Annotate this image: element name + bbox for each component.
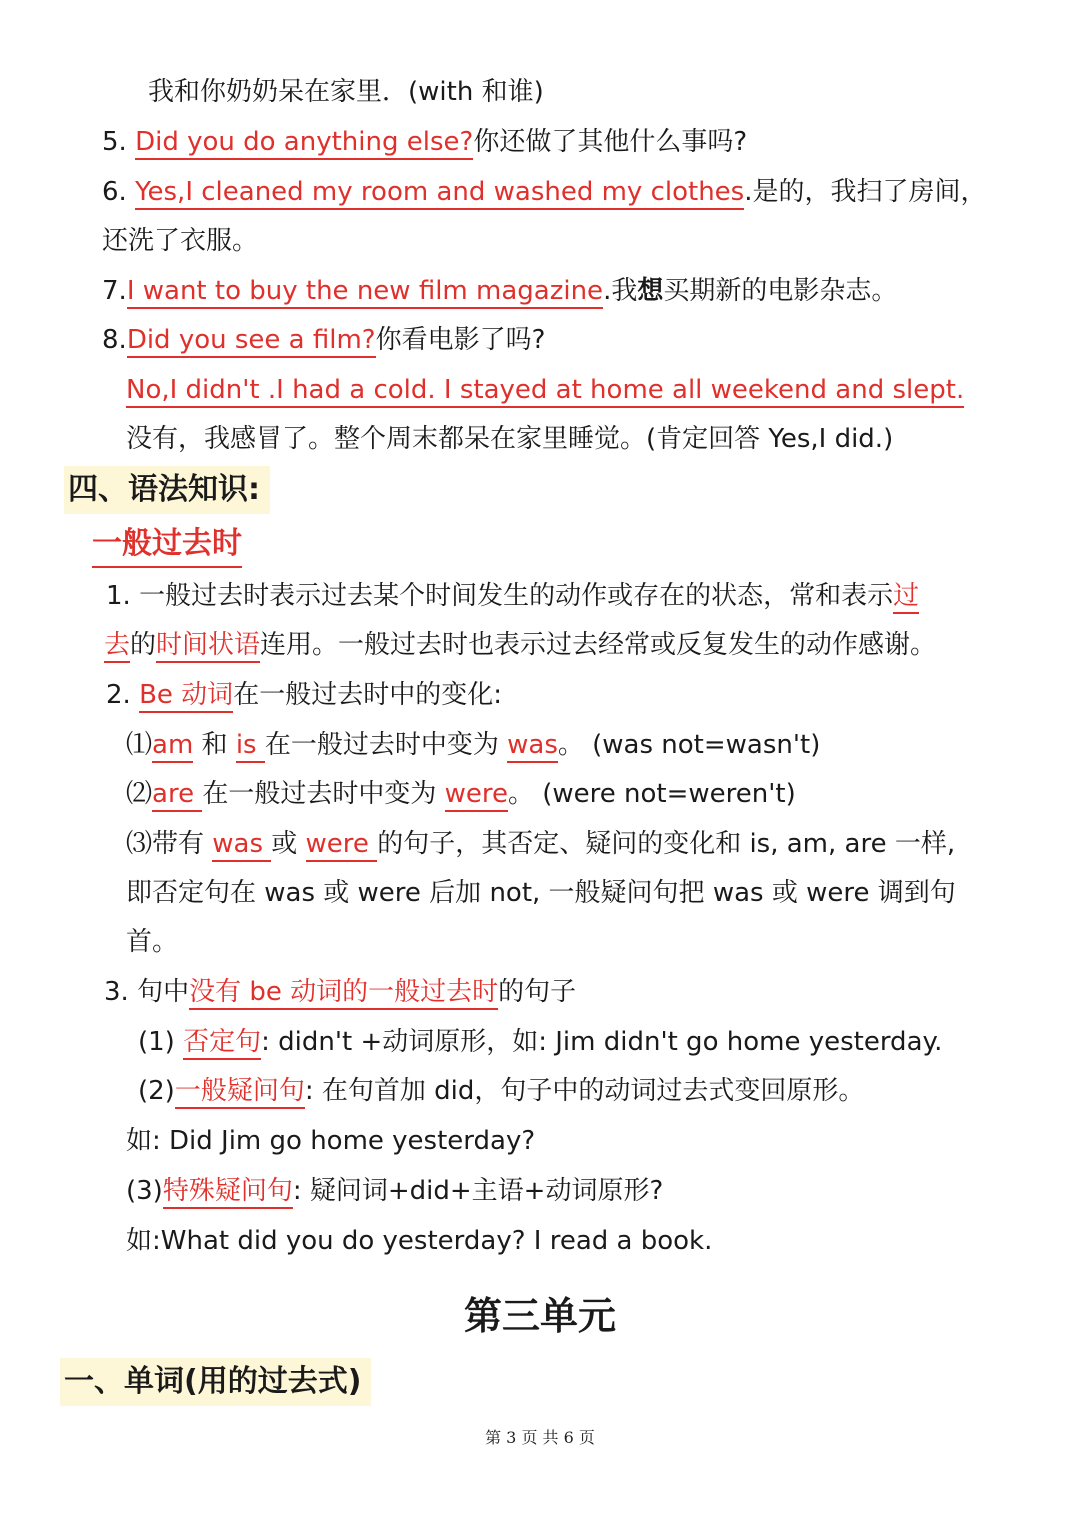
english-sentence: Yes,I cleaned my room and washed my clothes xyxy=(135,177,744,210)
item-6: 6. Yes,I cleaned my room and washed my clothes.是的，我扫了房间， xyxy=(102,172,987,212)
item-8: 8.Did you see a film?你看电影了吗? xyxy=(102,320,545,360)
rule-3-item-3-example: 如:What did you do yesterday? I read a book. xyxy=(126,1226,713,1256)
rule-3-item-2: (2)一般疑问句: 在句首加 did，句子中的动词过去式变回原形。 xyxy=(138,1071,864,1111)
chinese-translation: 你还做了其他什么事吗? xyxy=(473,127,748,157)
section-heading-grammar: 四、语法知识: xyxy=(64,466,270,514)
rule-3-item-2-example: 如: Did Jim go home yesterday? xyxy=(126,1126,536,1156)
rule-1: 1. 一般过去时表示过去某个时间发生的动作或存在的状态，常和表示过 xyxy=(106,576,919,616)
chinese-translation: .是的，我扫了房间， xyxy=(744,177,987,207)
item-7: 7.I want to buy the new film magazine.我想买期新的电影杂志。 xyxy=(102,271,897,311)
rule-3-item-1: (1) 否定句: didn't +动词原形，如: Jim didn't go home yesterday. xyxy=(138,1022,942,1062)
chinese-translation: 你看电影了吗? xyxy=(375,325,546,355)
rule-2-item-1: ⑴am 和 is 在一般过去时中变为 was。 (was not=wasn't) xyxy=(126,725,820,765)
item-8-translation: 没有，我感冒了。整个周末都呆在家里睡觉。(肯定回答 Yes,I did.) xyxy=(126,424,894,454)
rule-2-item-3: ⑶带有 was 或 were 的句子，其否定、疑问的变化和 is, am, are 一样, xyxy=(126,824,955,864)
rule-2-item-3-end: 首。 xyxy=(126,927,179,957)
section-heading-words: 一、单词(用的过去式) xyxy=(60,1358,371,1406)
rule-3-item-3: (3)特殊疑问句: 疑问词+did+主语+动词原形? xyxy=(126,1171,663,1211)
item-5: 5. Did you do anything else?你还做了其他什么事吗? xyxy=(102,122,747,162)
item-8-answer: No,I didn't .I had a cold. I stayed at home all weekend and slept. xyxy=(126,370,964,410)
english-sentence: I want to buy the new film magazine xyxy=(127,276,603,309)
rule-2-item-2: ⑵are 在一般过去时中变为 were。 (were not=weren't) xyxy=(126,774,796,814)
rule-1-continued: 去的时间状语连用。一般过去时也表示过去经常或反复发生的动作感谢。 xyxy=(104,625,936,665)
rule-3: 3. 句中没有 be 动词的一般过去时的句子 xyxy=(104,972,576,1012)
rule-2-item-3-continued: 即否定句在 was 或 were 后加 not, 一般疑问句把 was 或 were 调到句 xyxy=(126,878,956,908)
english-sentence: Did you see a film? xyxy=(127,325,376,358)
english-sentence: Did you do anything else? xyxy=(135,127,473,160)
rule-2: 2. Be 动词在一般过去时中的变化: xyxy=(106,675,502,715)
unit-title: 第三单元 xyxy=(463,1294,616,1338)
item-6-continued: 还洗了衣服。 xyxy=(102,226,259,256)
page-number: 第 3 页 共 6 页 xyxy=(485,1428,595,1447)
line-with-note: 我和你奶奶呆在家里．(with 和谁) xyxy=(148,77,544,107)
subheading-simple-past: 一般过去时 xyxy=(92,522,242,568)
